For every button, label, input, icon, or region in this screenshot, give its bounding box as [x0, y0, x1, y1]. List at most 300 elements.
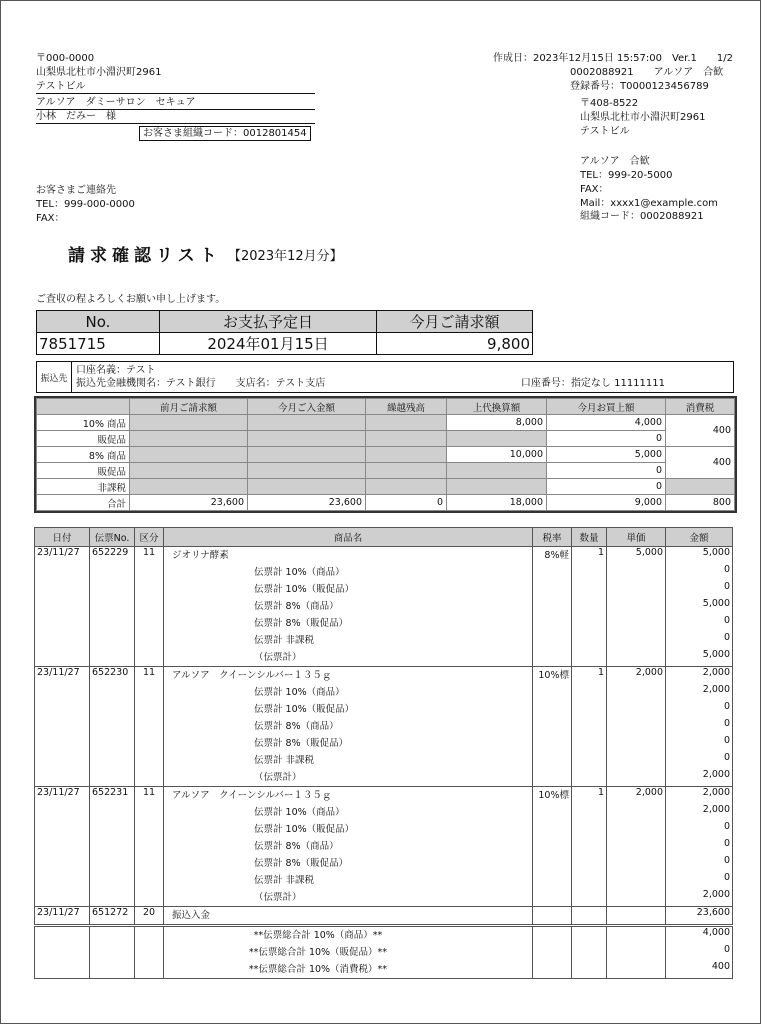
breakdown-cell: 0: [547, 463, 666, 479]
breakdown-label: 8% 商品: [37, 447, 130, 463]
detail-unit-price: 2,000: [607, 787, 666, 805]
issuer-mail: Mail：xxxx1@example.com: [580, 198, 718, 209]
detail-amount: 0: [666, 564, 733, 581]
issuer-reg-no: 登録番号：T0000123456789: [570, 81, 709, 92]
summary-header: No.: [37, 311, 160, 333]
breakdown-cell: 4,000: [547, 415, 666, 431]
detail-item-name: 伝票計 10%（商品）: [164, 804, 533, 821]
table-row: [35, 769, 733, 787]
bank-label: 振込先: [37, 362, 72, 392]
detail-date: 23/11/27: [35, 547, 90, 565]
breakdown-label: 合計: [37, 495, 130, 511]
detail-amount: 2,000: [666, 684, 733, 701]
detail-category: [135, 752, 164, 769]
detail-item-name: 伝票計 10%（商品）: [164, 564, 533, 581]
table-row: [35, 701, 733, 718]
breakdown-cell: [366, 463, 447, 479]
detail-tax-rate: [533, 718, 572, 735]
detail-qty: 1: [572, 547, 607, 565]
detail-amount: 0: [666, 752, 733, 769]
detail-tax-rate: [533, 907, 572, 926]
detail-tax-rate: 10%標: [533, 667, 572, 685]
issuer-fax: FAX：: [580, 184, 609, 195]
detail-date: [35, 872, 90, 889]
table-row: [35, 581, 733, 598]
detail-amount: 5,000: [666, 598, 733, 615]
detail-qty: [572, 701, 607, 718]
detail-slip-no: [90, 615, 135, 632]
contact-title: お客さまご連絡先: [36, 185, 116, 196]
breakdown-cell: [366, 447, 447, 463]
detail-date: [35, 632, 90, 649]
detail-date: [35, 769, 90, 787]
detail-item-name: 伝票計 10%（商品）: [164, 684, 533, 701]
detail-date: 23/11/27: [35, 907, 90, 926]
summary-header: 今月ご請求額: [377, 311, 533, 333]
detail-date: [35, 684, 90, 701]
detail-slip-no: [90, 961, 135, 979]
detail-unit-price: [607, 907, 666, 926]
breakdown-cell: [130, 463, 248, 479]
detail-qty: [572, 752, 607, 769]
issuer-name: アルソア 合歓: [580, 156, 650, 167]
breakdown-total: 18,000: [447, 495, 547, 511]
breakdown-total: 23,600: [130, 495, 248, 511]
customer-company: アルソア ダミーサロン セキュア: [36, 96, 315, 110]
detail-header: 日付: [35, 528, 90, 547]
table-row: [35, 752, 733, 769]
detail-category: 11: [135, 547, 164, 565]
detail-slip-no: [90, 718, 135, 735]
breakdown-label: 非課税: [37, 479, 130, 495]
breakdown-total: 23,600: [248, 495, 366, 511]
table-row: [35, 598, 733, 615]
detail-amount: 0: [666, 944, 733, 961]
detail-tax-rate: [533, 821, 572, 838]
detail-date: 23/11/27: [35, 787, 90, 805]
table-row: [35, 547, 733, 565]
detail-date: 23/11/27: [35, 667, 90, 685]
detail-item-name: 伝票計 非課税: [164, 872, 533, 889]
detail-amount: 0: [666, 718, 733, 735]
customer-building: テストビル: [36, 80, 315, 94]
detail-tax-rate: [533, 701, 572, 718]
detail-amount: 2,000: [666, 667, 733, 685]
table-row: [35, 855, 733, 872]
detail-slip-no: [90, 872, 135, 889]
detail-unit-price: 5,000: [607, 547, 666, 565]
detail-item-name: （伝票計）: [164, 769, 533, 787]
detail-category: [135, 944, 164, 961]
detail-qty: [572, 598, 607, 615]
detail-unit-price: [607, 735, 666, 752]
detail-date: [35, 752, 90, 769]
detail-unit-price: [607, 752, 666, 769]
detail-amount: 0: [666, 632, 733, 649]
detail-amount: 0: [666, 615, 733, 632]
payment-date: 2024年01月15日: [160, 333, 377, 355]
breakdown-cell: [447, 431, 547, 447]
created-info: 作成日：2023年12月15日 15:57:00 Ver.1 1/2: [492, 53, 733, 64]
breakdown-cell: [130, 479, 248, 495]
detail-qty: [572, 889, 607, 907]
detail-header: 金額: [666, 528, 733, 547]
detail-category: [135, 735, 164, 752]
breakdown-header: 繰越残高: [366, 399, 447, 415]
table-row: [35, 872, 733, 889]
detail-category: [135, 872, 164, 889]
customer-person: 小林 だみー 様: [36, 110, 315, 124]
detail-slip-no: [90, 889, 135, 907]
detail-tax-rate: [533, 735, 572, 752]
detail-item-name: アルソア クイーンシルバー１３５ｇ: [164, 787, 533, 805]
detail-tax-rate: [533, 649, 572, 667]
breakdown-cell: [248, 431, 366, 447]
detail-header: 単価: [607, 528, 666, 547]
detail-unit-price: [607, 838, 666, 855]
detail-amount: 5,000: [666, 649, 733, 667]
detail-slip-no: [90, 632, 135, 649]
detail-unit-price: [607, 564, 666, 581]
detail-table: [34, 527, 733, 979]
detail-qty: [572, 735, 607, 752]
detail-amount: 23,600: [666, 907, 733, 926]
detail-category: [135, 649, 164, 667]
detail-amount: 2,000: [666, 804, 733, 821]
detail-category: [135, 564, 164, 581]
detail-amount: 4,000: [666, 926, 733, 945]
detail-qty: [572, 961, 607, 979]
table-row: [35, 944, 733, 961]
greeting: ご査収の程よろしくお願い申し上げます。: [36, 294, 226, 305]
detail-item-name: **伝票総合計 10%（販促品）**: [164, 944, 533, 961]
detail-unit-price: [607, 926, 666, 945]
detail-tax-rate: 8%軽: [533, 547, 572, 565]
detail-unit-price: [607, 889, 666, 907]
detail-category: [135, 769, 164, 787]
detail-amount: 0: [666, 701, 733, 718]
table-row: [35, 564, 733, 581]
detail-item-name: 伝票計 10%（販促品）: [164, 821, 533, 838]
table-row: [35, 821, 733, 838]
issuer-postal: 〒408-8522: [580, 98, 639, 109]
detail-category: [135, 855, 164, 872]
detail-slip-no: [90, 769, 135, 787]
detail-slip-no: [90, 821, 135, 838]
detail-unit-price: [607, 769, 666, 787]
detail-amount: 0: [666, 872, 733, 889]
detail-category: [135, 838, 164, 855]
breakdown-cell: 0: [547, 431, 666, 447]
table-row: [35, 667, 733, 685]
detail-item-name: （伝票計）: [164, 889, 533, 907]
detail-qty: 1: [572, 787, 607, 805]
detail-tax-rate: [533, 581, 572, 598]
detail-unit-price: [607, 632, 666, 649]
detail-header: 伝票No.: [90, 528, 135, 547]
breakdown-header: 前月ご請求額: [130, 399, 248, 415]
detail-category: [135, 684, 164, 701]
detail-slip-no: 651272: [90, 907, 135, 926]
detail-category: [135, 598, 164, 615]
detail-item-name: **伝票総合計 10%（商品）**: [164, 926, 533, 945]
table-row: [35, 907, 733, 926]
detail-item-name: 伝票計 非課税: [164, 752, 533, 769]
detail-header: 税率: [533, 528, 572, 547]
summary-header: お支払予定日: [160, 311, 377, 333]
detail-category: [135, 632, 164, 649]
detail-date: [35, 701, 90, 718]
breakdown-cell: [366, 415, 447, 431]
customer-tel: TEL：999-000-0000: [36, 199, 135, 210]
detail-category: [135, 926, 164, 945]
detail-date: [35, 838, 90, 855]
detail-amount: 0: [666, 581, 733, 598]
page-period: 【2023年12月分】: [228, 249, 343, 264]
breakdown-tax-total: 800: [666, 495, 735, 511]
detail-unit-price: [607, 961, 666, 979]
table-row: [35, 718, 733, 735]
detail-qty: [572, 718, 607, 735]
detail-qty: [572, 769, 607, 787]
detail-item-name: 伝票計 10%（販促品）: [164, 701, 533, 718]
bank-institution: 振込先金融機関名：テスト銀行 支店名：テスト支店: [76, 378, 326, 389]
detail-unit-price: [607, 649, 666, 667]
detail-slip-no: [90, 684, 135, 701]
detail-slip-no: [90, 649, 135, 667]
table-row: [35, 632, 733, 649]
issuer-tel: TEL：999-20-5000: [580, 170, 673, 181]
issuer-org-code: 組織コード：0002088921: [580, 211, 704, 222]
detail-tax-rate: [533, 804, 572, 821]
issuer-address: 山梨県北杜市小淵沢町2961: [580, 112, 706, 123]
detail-category: [135, 701, 164, 718]
detail-header: 商品名: [164, 528, 533, 547]
detail-amount: 5,000: [666, 547, 733, 565]
detail-tax-rate: [533, 855, 572, 872]
detail-date: [35, 821, 90, 838]
table-row: [35, 684, 733, 701]
detail-unit-price: [607, 701, 666, 718]
breakdown-label: 販促品: [37, 463, 130, 479]
detail-category: 11: [135, 667, 164, 685]
detail-unit-price: [607, 855, 666, 872]
detail-unit-price: [607, 615, 666, 632]
breakdown-tax: 400: [666, 415, 735, 447]
detail-category: [135, 581, 164, 598]
breakdown-header: 今月お買上額: [547, 399, 666, 415]
detail-header: 数量: [572, 528, 607, 547]
breakdown-tax: [666, 479, 735, 495]
breakdown-cell: [248, 463, 366, 479]
detail-unit-price: [607, 598, 666, 615]
detail-qty: [572, 615, 607, 632]
detail-date: [35, 615, 90, 632]
breakdown-cell: [447, 463, 547, 479]
detail-qty: [572, 944, 607, 961]
detail-date: [35, 564, 90, 581]
detail-body: [35, 547, 733, 979]
detail-slip-no: [90, 701, 135, 718]
detail-unit-price: 2,000: [607, 667, 666, 685]
detail-tax-rate: [533, 564, 572, 581]
issuer-code-name: 0002088921 アルソア 合歓: [570, 67, 724, 78]
detail-qty: [572, 855, 607, 872]
detail-tax-rate: [533, 889, 572, 907]
detail-item-name: 振込入金: [164, 907, 533, 926]
breakdown-cell: 10,000: [447, 447, 547, 463]
detail-item-name: 伝票計 8%（商品）: [164, 718, 533, 735]
detail-tax-rate: [533, 615, 572, 632]
detail-qty: [572, 581, 607, 598]
detail-qty: [572, 907, 607, 926]
detail-amount: 0: [666, 821, 733, 838]
detail-category: [135, 821, 164, 838]
breakdown-cell: 0: [547, 479, 666, 495]
detail-slip-no: [90, 752, 135, 769]
detail-tax-rate: [533, 598, 572, 615]
billing-amount: 9,800: [377, 333, 533, 355]
customer-address: 山梨県北杜市小淵沢町2961: [36, 67, 162, 78]
breakdown-label: 販促品: [37, 431, 130, 447]
detail-tax-rate: [533, 872, 572, 889]
detail-item-name: 伝票計 8%（販促品）: [164, 735, 533, 752]
breakdown-cell: [366, 431, 447, 447]
detail-unit-price: [607, 821, 666, 838]
detail-category: [135, 718, 164, 735]
detail-item-name: （伝票計）: [164, 649, 533, 667]
detail-header: 区分: [135, 528, 164, 547]
table-row: [35, 804, 733, 821]
detail-date: [35, 735, 90, 752]
detail-qty: [572, 926, 607, 945]
detail-tax-rate: [533, 926, 572, 945]
detail-amount: 0: [666, 855, 733, 872]
detail-date: [35, 718, 90, 735]
detail-unit-price: [607, 804, 666, 821]
customer-org-code: お客さま組織コード：0012801454: [139, 126, 311, 141]
detail-amount: 400: [666, 961, 733, 979]
detail-item-name: 伝票計 8%（商品）: [164, 838, 533, 855]
detail-item-name: 伝票計 8%（販促品）: [164, 615, 533, 632]
customer-fax: FAX：: [36, 213, 65, 224]
detail-category: [135, 961, 164, 979]
detail-amount: 2,000: [666, 889, 733, 907]
detail-unit-price: [607, 718, 666, 735]
detail-item-name: ジオリナ酵素: [164, 547, 533, 565]
detail-item-name: 伝票計 非課税: [164, 632, 533, 649]
detail-tax-rate: 10%標: [533, 787, 572, 805]
detail-unit-price: [607, 684, 666, 701]
detail-tax-rate: [533, 684, 572, 701]
detail-category: 20: [135, 907, 164, 926]
breakdown-cell: [248, 447, 366, 463]
bank-info: [36, 361, 734, 393]
breakdown-tax: 400: [666, 447, 735, 479]
detail-qty: 1: [572, 667, 607, 685]
breakdown-header: 上代換算額: [447, 399, 547, 415]
table-row: [35, 838, 733, 855]
detail-tax-rate: [533, 769, 572, 787]
breakdown-cell: [366, 479, 447, 495]
breakdown-cell: [248, 479, 366, 495]
table-row: [35, 735, 733, 752]
detail-slip-no: [90, 598, 135, 615]
detail-item-name: **伝票総合計 10%（消費税）**: [164, 961, 533, 979]
detail-date: [35, 649, 90, 667]
detail-slip-no: [90, 735, 135, 752]
breakdown-cell: 5,000: [547, 447, 666, 463]
detail-item-name: アルソア クイーンシルバー１３５ｇ: [164, 667, 533, 685]
detail-qty: [572, 872, 607, 889]
detail-qty: [572, 649, 607, 667]
summary-table: [36, 310, 533, 355]
breakdown-cell: [130, 431, 248, 447]
detail-qty: [572, 684, 607, 701]
bank-account: 口座番号：指定なし 11111111: [520, 378, 665, 389]
detail-date: [35, 944, 90, 961]
detail-item-name: 伝票計 8%（商品）: [164, 598, 533, 615]
detail-unit-price: [607, 581, 666, 598]
detail-slip-no: [90, 855, 135, 872]
detail-date: [35, 889, 90, 907]
detail-amount: 0: [666, 838, 733, 855]
detail-item-name: 伝票計 10%（販促品）: [164, 581, 533, 598]
detail-tax-rate: [533, 752, 572, 769]
detail-slip-no: [90, 926, 135, 945]
detail-date: [35, 926, 90, 945]
detail-date: [35, 855, 90, 872]
table-row: [35, 961, 733, 979]
detail-qty: [572, 632, 607, 649]
detail-tax-rate: [533, 944, 572, 961]
detail-qty: [572, 838, 607, 855]
detail-slip-no: 652230: [90, 667, 135, 685]
detail-date: [35, 804, 90, 821]
page-title: 請求確認リスト: [68, 246, 222, 266]
detail-category: [135, 889, 164, 907]
invoice-number: 7851715: [37, 333, 160, 355]
detail-category: [135, 804, 164, 821]
detail-category: 11: [135, 787, 164, 805]
breakdown-total: 0: [366, 495, 447, 511]
breakdown-header: [37, 399, 130, 415]
detail-slip-no: [90, 944, 135, 961]
detail-amount: 0: [666, 735, 733, 752]
breakdown-header: 消費税: [666, 399, 735, 415]
bank-holder: 口座名義：テスト: [76, 365, 156, 376]
detail-tax-rate: [533, 838, 572, 855]
breakdown-cell: [248, 415, 366, 431]
breakdown-header: 今月ご入金額: [248, 399, 366, 415]
table-row: [35, 889, 733, 907]
customer-postal: 〒000-0000: [36, 53, 95, 64]
detail-date: [35, 581, 90, 598]
table-row: [35, 615, 733, 632]
detail-qty: [572, 804, 607, 821]
breakdown-cell: [130, 447, 248, 463]
detail-qty: [572, 564, 607, 581]
table-row: [35, 787, 733, 805]
detail-slip-no: [90, 581, 135, 598]
detail-slip-no: [90, 838, 135, 855]
detail-date: [35, 961, 90, 979]
table-row: [35, 926, 733, 945]
breakdown-cell: 8,000: [447, 415, 547, 431]
breakdown-cell: [447, 479, 547, 495]
detail-slip-no: [90, 804, 135, 821]
breakdown-cell: [130, 415, 248, 431]
